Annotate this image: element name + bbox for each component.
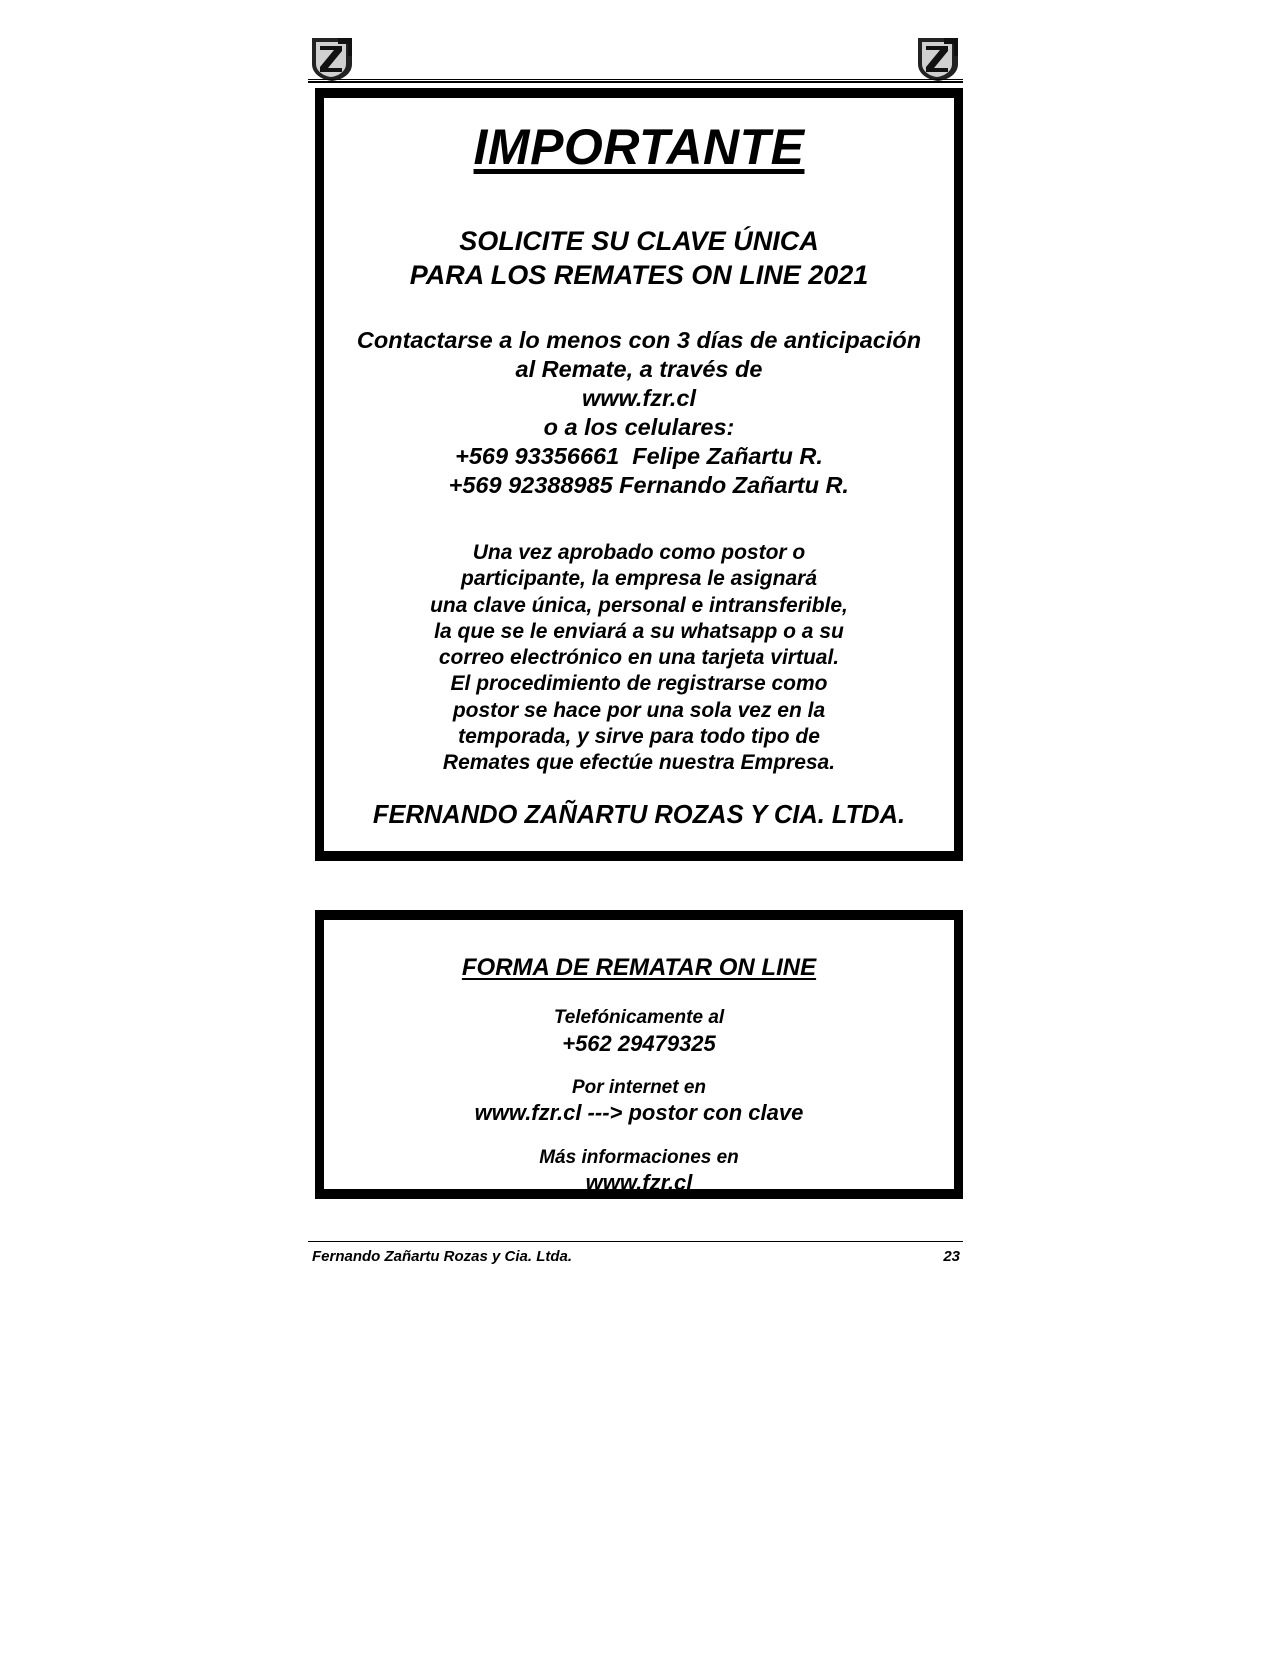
explanation-line: correo electrónico en una tarjeta virtual. xyxy=(438,646,840,670)
online-title: FORMA DE REMATAR ON LINE xyxy=(461,954,817,981)
important-notice-box xyxy=(315,88,963,861)
phone-felipe: +569 93356661 Felipe Zañartu R. xyxy=(455,443,823,469)
internet-link[interactable]: www.fzr.cl ---> postor con clave xyxy=(474,1100,804,1125)
footer-divider xyxy=(308,1241,963,1242)
subtitle-line: SOLICITE SU CLAVE ÚNICA xyxy=(459,226,819,256)
explanation-line: una clave única, personal e intransferible, xyxy=(430,593,848,617)
contact-line: o a los celulares: xyxy=(543,414,735,440)
explanation-line: temporada, y sirve para todo tipo de xyxy=(458,725,820,749)
contact-instructions xyxy=(324,326,954,500)
info-label: Más informaciones en xyxy=(539,1147,739,1168)
website-link[interactable]: www.fzr.cl xyxy=(581,385,697,411)
internet-label: Por internet en xyxy=(571,1077,707,1098)
zr-shield-logo-icon xyxy=(308,34,356,82)
online-auction-box xyxy=(315,910,963,1199)
notice-subtitle xyxy=(324,224,954,292)
company-name: FERNANDO ZAÑARTU ROZAS Y CIA. LTDA. xyxy=(372,801,906,829)
explanation-line: Una vez aprobado como postor o xyxy=(472,541,806,564)
contact-line: Contactarse a lo menos con 3 días de anticipación xyxy=(356,327,922,353)
footer-company: Fernando Zañartu Rozas y Cia. Ltda. xyxy=(312,1248,573,1265)
phone-fernando: +569 92388985 Fernando Zañartu R. xyxy=(429,472,849,498)
subtitle-line: PARA LOS REMATES ON LINE 2021 xyxy=(409,260,869,290)
header-divider xyxy=(308,79,963,83)
phone-number: +562 29479325 xyxy=(562,1031,716,1056)
explanation-line: El procedimiento de registrarse como xyxy=(450,672,828,696)
registration-explanation xyxy=(324,540,954,777)
contact-line: al Remate, a través de xyxy=(515,356,763,382)
explanation-line: participante, la empresa le asignará xyxy=(461,567,817,591)
explanation-line: Remates que efectúe nuestra Empresa. xyxy=(442,751,836,775)
page-number: 23 xyxy=(943,1248,960,1265)
important-title: IMPORTANTE xyxy=(473,119,805,175)
phone-label: Telefónicamente al xyxy=(553,1007,725,1028)
explanation-line: la que se le enviará a su whatsapp o a su xyxy=(434,619,844,643)
info-website-link[interactable]: www.fzr.cl xyxy=(585,1170,693,1195)
explanation-line: postor se hace por una sola vez en la xyxy=(452,698,826,722)
zr-shield-logo-icon xyxy=(914,34,962,82)
